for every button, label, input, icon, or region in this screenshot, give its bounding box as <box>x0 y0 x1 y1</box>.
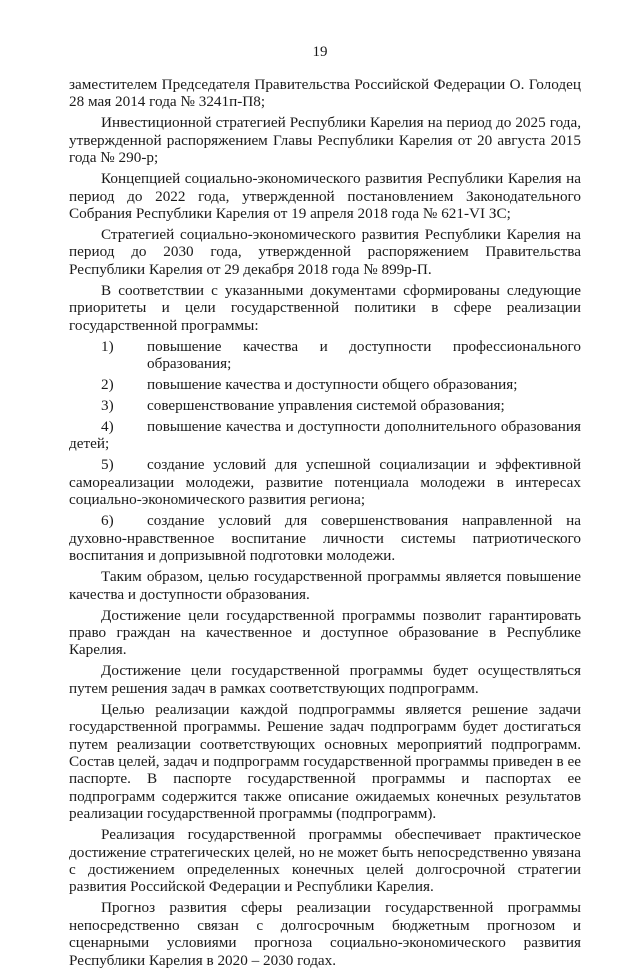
list-item <box>69 512 581 564</box>
list-item <box>69 338 581 373</box>
list-item-text: создание условий для успешной социализации и эффективной самореализации молодежи, развитие потенциала молодежи в интересах социально-экономического развития региона; <box>69 456 581 509</box>
paragraph: Реализация государственной программы обеспечивает практическое достижение стратегических целей, но не может быть непосредственно увязана с достижением определенных конечных целей долгосрочной стратегии развития Российской Федерации и Республики Карелия. <box>69 826 581 896</box>
list-item-number: 4) <box>101 418 114 436</box>
paragraph: Инвестиционной стратегией Республики Карелия на период до 2025 года, утвержденной распоряжением Главы Республики Карелия от 20 августа 2015 года № 290-р; <box>69 114 581 167</box>
list-item-text: совершенствование управления системой образования; <box>147 397 505 415</box>
list-item <box>69 418 581 453</box>
list-item-number: 6) <box>101 512 114 530</box>
page-number: 19 <box>312 44 328 60</box>
list-item <box>69 456 581 508</box>
paragraph: В соответствии с указанными документами сформированы следующие приоритеты и цели государственной политики в сфере реализации государственной программы: <box>69 281 581 334</box>
paragraph: Стратегией социально-экономического развития Республики Карелия на период до 2030 года, утвержденной распоряжением Правительства Республики Карелия от 29 декабря 2018 года № 899р-П. <box>69 226 581 278</box>
list-item-text: повышение качества и доступности общего образования; <box>147 376 518 394</box>
paragraph: Концепцией социально-экономического развития Республики Карелия на период до 2022 года, утвержденной постановлением Законодательного Собрания Республики Карелия от 19 апреля 2018 года № 621-VI ЗС; <box>69 170 581 223</box>
paragraph: Прогноз развития сферы реализации государственной программы непосредственно связан с долгосрочным бюджетным прогнозом и сценарными условиями прогноза социально-экономического развития Республики Карелия в 2020 – 2030 годах. <box>69 899 581 969</box>
list-item-text: создание условий для совершенствования направленной на духовно-нравственное воспитание личности системы патриотического воспитания и допризывной подготовки молодежи. <box>69 512 581 565</box>
list-item-text: повышение качества и доступности профессионального образования; <box>147 337 581 373</box>
list-item-number: 5) <box>101 456 114 474</box>
list-item-text: повышение качества и доступности дополнительного образования детей; <box>69 418 581 453</box>
paragraph: заместителем Председателя Правительства Российской Федерации О. Голодец 28 мая 2014 года № 3241п-П8; <box>69 76 581 111</box>
paragraph: Достижение цели государственной программы будет осуществляться путем решения задач в рамках соответствующих подпрограмм. <box>69 662 581 697</box>
paragraph: Таким образом, целью государственной программы является повышение качества и доступности образования. <box>69 568 581 603</box>
list-item-number: 3) <box>101 397 114 415</box>
list-item-number: 2) <box>101 376 114 394</box>
document-body <box>69 76 581 973</box>
list-item <box>69 397 581 414</box>
paragraph: Целью реализации каждой подпрограммы является решение задачи государственной программы. Решение задач подпрограмм будет достигаться путем реализации соответствующих основных мероприятий подпрограмм. Состав целей, задач и подпрограмм государственной программы приведен в ее паспорте. В паспорте государственной программы и паспортах ее подпрограмм содержится также описание ожидаемых конечных результатов реализации государственной программы (подпрограмм). <box>69 700 581 823</box>
list-item-number: 1) <box>101 337 114 355</box>
paragraph: Достижение цели государственной программы позволит гарантировать право граждан на качественное и доступное образование в Республике Карелия. <box>69 606 581 659</box>
list-item <box>69 376 581 393</box>
